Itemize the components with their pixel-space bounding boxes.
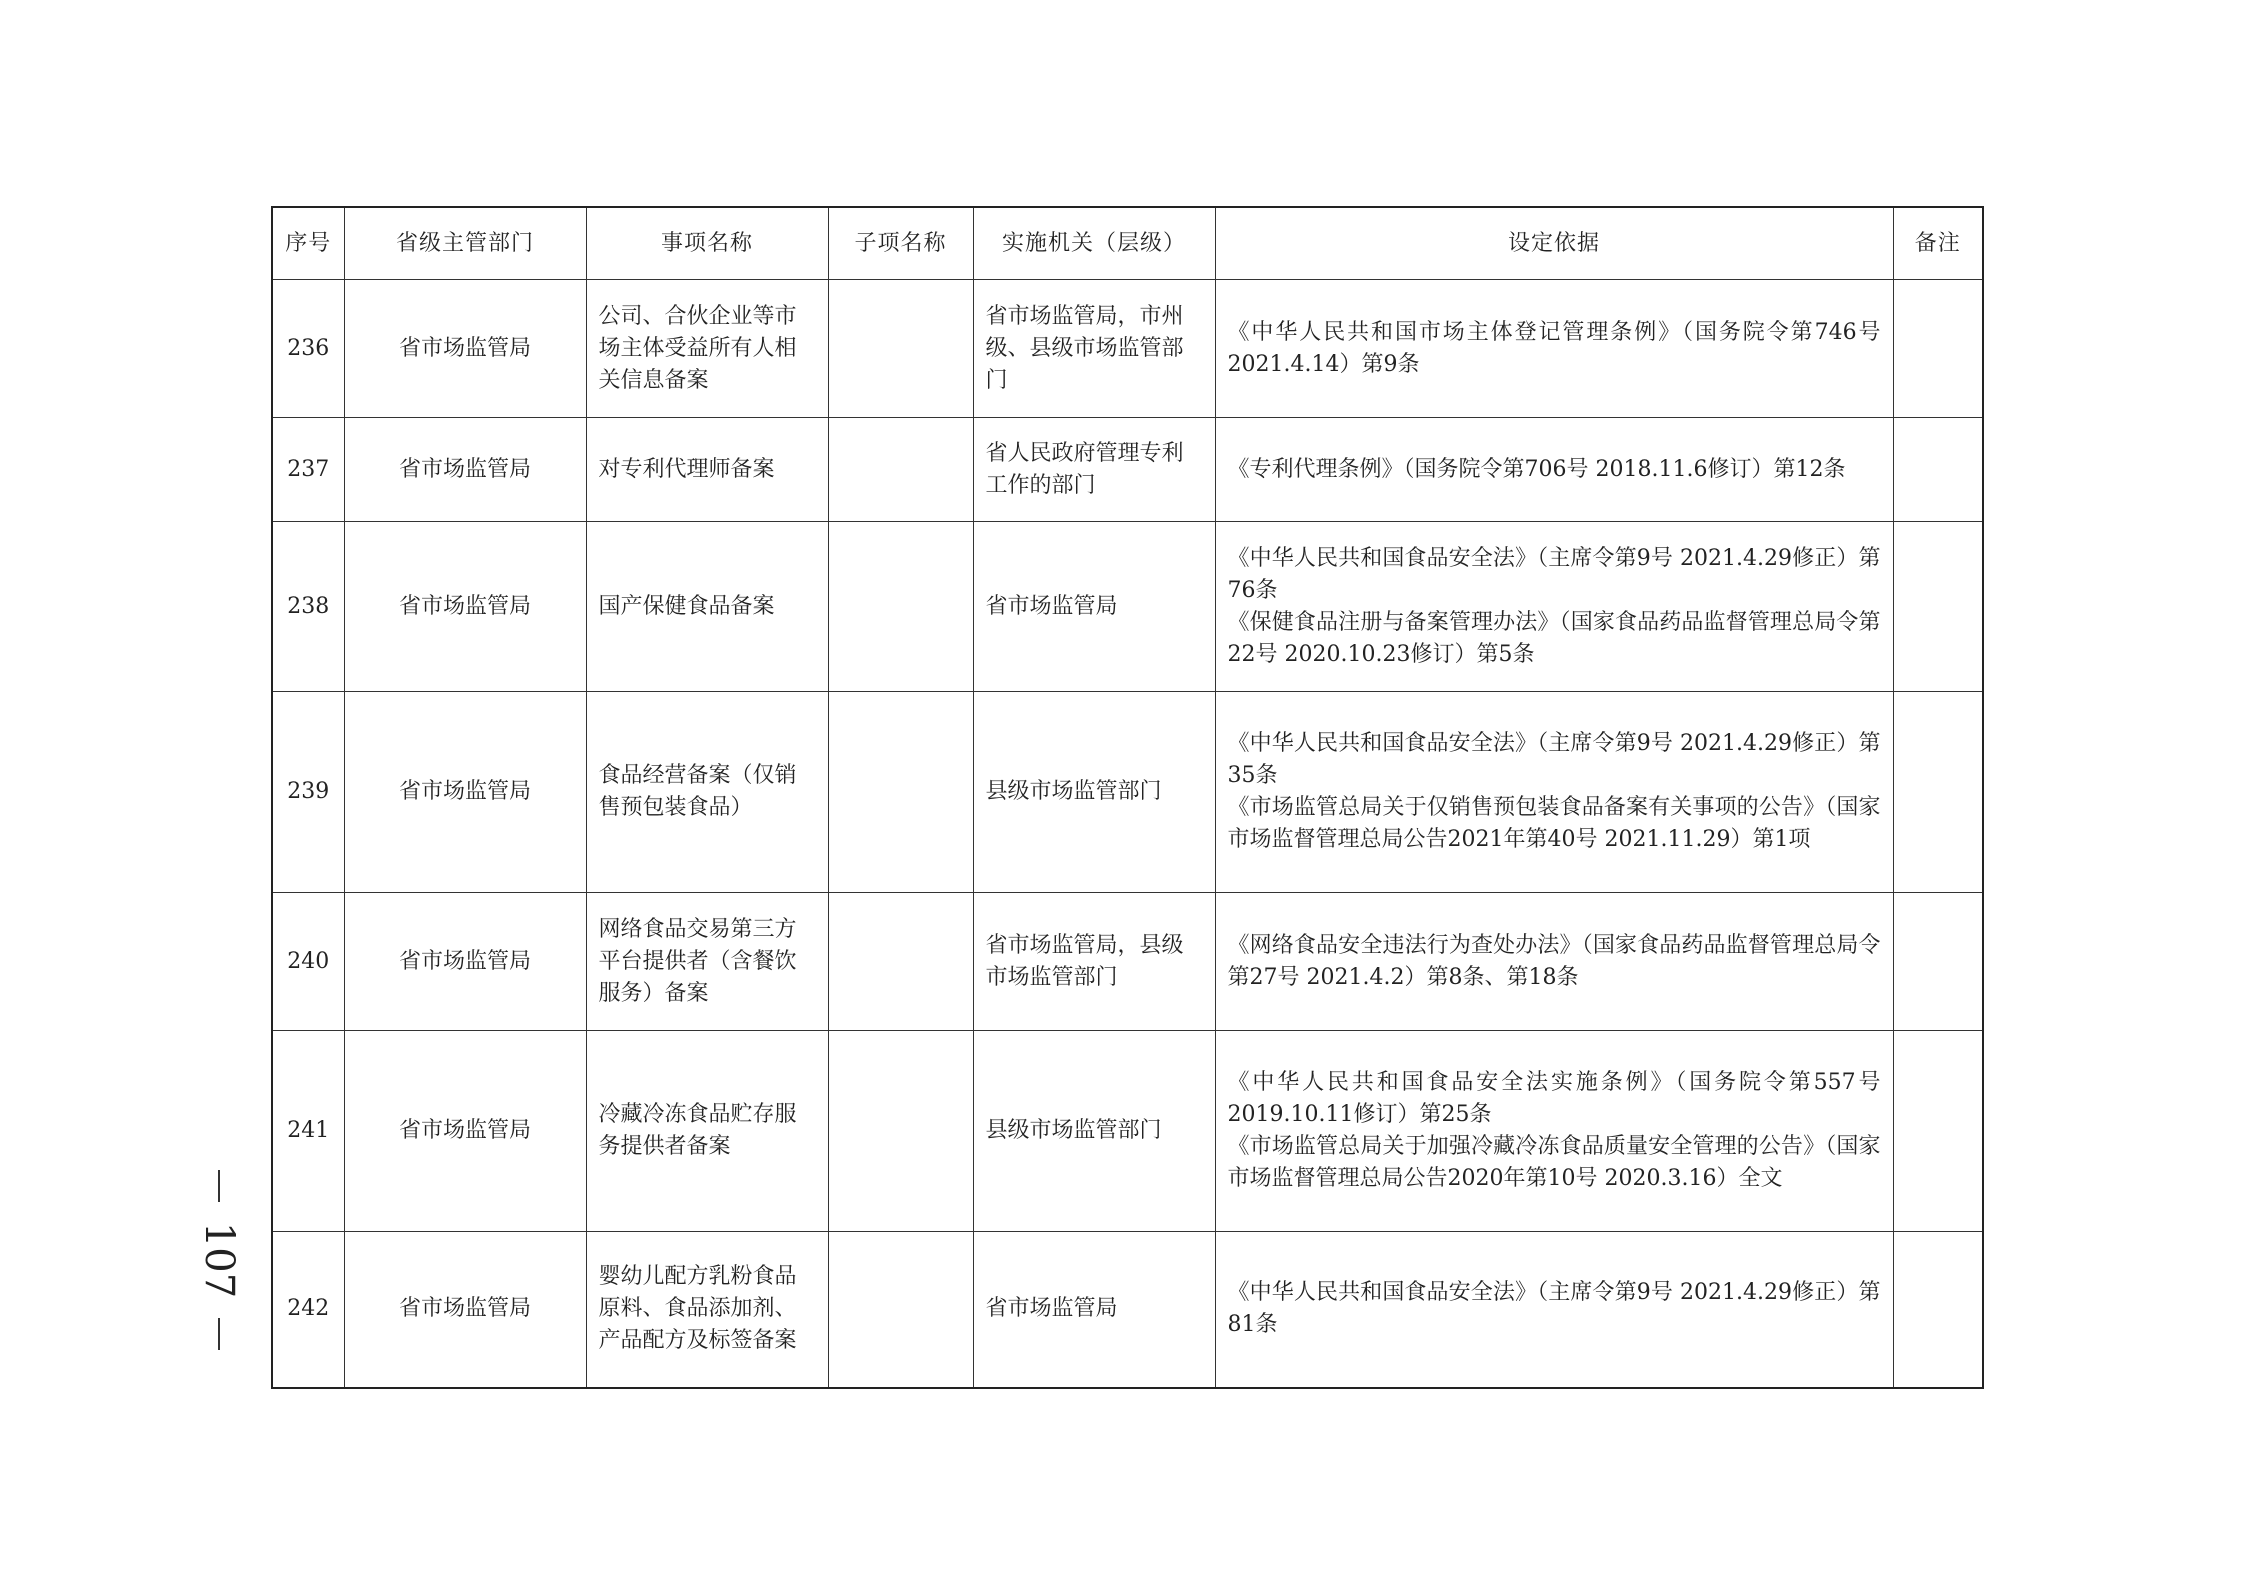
basis-line: 《市场监管总局关于加强冷藏冷冻食品质量安全管理的公告》（国家市场监督管理总局公告2020年第10号 2020.3.16）全文 [1227, 1134, 1881, 1191]
basis-cell [1215, 418, 1893, 522]
item-name-cell: 冷藏冷冻食品贮存服务提供者备案 [586, 1031, 828, 1232]
table-row [272, 692, 1983, 893]
note-cell [1893, 1232, 1983, 1388]
row-number: 240 [272, 893, 344, 1031]
table-row [272, 1031, 1983, 1232]
page-number-text: 107 [196, 1221, 243, 1299]
page-number-dash [218, 1318, 220, 1350]
basis-line: 《保健食品注册与备案管理办法》（国家食品药品监督管理总局令第22号 2020.10.23修订）第5条 [1227, 609, 1881, 667]
table-row [272, 1232, 1983, 1388]
header-cell: 备注 [1893, 207, 1983, 280]
note-cell [1893, 692, 1983, 893]
basis-cell [1215, 893, 1893, 1031]
basis-line: 《中华人民共和国市场主体登记管理条例》（国务院令第746号 2021.4.14）第9条 [1227, 319, 1881, 377]
subitem-cell [828, 522, 973, 692]
department-cell: 省市场监管局 [344, 1232, 586, 1388]
header-cell: 子项名称 [828, 207, 973, 280]
table-row [272, 893, 1983, 1031]
basis-line: 《中华人民共和国食品安全法》（主席令第9号 2021.4.29修正）第76条 [1227, 545, 1881, 603]
basis-cell [1215, 522, 1893, 692]
item-name-cell: 对专利代理师备案 [586, 418, 828, 522]
basis-cell [1215, 692, 1893, 893]
agency-cell: 县级市场监管部门 [973, 1031, 1215, 1232]
row-number: 239 [272, 692, 344, 893]
note-cell [1893, 418, 1983, 522]
header-cell: 事项名称 [586, 207, 828, 280]
subitem-cell [828, 1232, 973, 1388]
subitem-cell [828, 692, 973, 893]
table-header-row [272, 207, 1983, 280]
table-row [272, 522, 1983, 692]
agency-cell: 省市场监管局 [973, 522, 1215, 692]
note-cell [1893, 280, 1983, 418]
header-cell: 设定依据 [1215, 207, 1893, 280]
department-cell: 省市场监管局 [344, 418, 586, 522]
items-table [271, 206, 1984, 1389]
subitem-cell [828, 893, 973, 1031]
note-cell [1893, 1031, 1983, 1232]
basis-cell [1215, 1232, 1893, 1388]
subitem-cell [828, 280, 973, 418]
row-number: 236 [272, 280, 344, 418]
agency-cell: 省人民政府管理专利工作的部门 [973, 418, 1215, 522]
basis-line: 《中华人民共和国食品安全法》（主席令第9号 2021.4.29修正）第81条 [1227, 1280, 1881, 1338]
basis-line: 《网络食品安全违法行为查处办法》（国家食品药品监督管理总局令第27号 2021.4.2）第8条、第18条 [1227, 932, 1881, 990]
table-row [272, 280, 1983, 418]
header-cell: 省级主管部门 [344, 207, 586, 280]
department-cell: 省市场监管局 [344, 522, 586, 692]
basis-line: 《中华人民共和国食品安全法》（主席令第9号 2021.4.29修正）第35条 [1227, 731, 1881, 788]
basis-cell [1215, 280, 1893, 418]
header-cell: 实施机关（层级） [973, 207, 1215, 280]
basis-line: 《中华人民共和国食品安全法实施条例》（国务院令第557号 2019.10.11修订）第25条 [1227, 1070, 1881, 1127]
row-number: 242 [272, 1232, 344, 1388]
basis-line: 《专利代理条例》（国务院令第706号 2018.11.6修订）第12条 [1227, 456, 1846, 482]
page-number [194, 1170, 244, 1350]
header-cell: 序号 [272, 207, 344, 280]
item-name-cell: 婴幼儿配方乳粉食品原料、食品添加剂、产品配方及标签备案 [586, 1232, 828, 1388]
department-cell: 省市场监管局 [344, 692, 586, 893]
agency-cell: 县级市场监管部门 [973, 692, 1215, 893]
note-cell [1893, 893, 1983, 1031]
table-row [272, 418, 1983, 522]
agency-cell: 省市场监管局，县级市场监管部门 [973, 893, 1215, 1031]
subitem-cell [828, 418, 973, 522]
item-name-cell: 网络食品交易第三方平台提供者（含餐饮服务）备案 [586, 893, 828, 1031]
agency-cell: 省市场监管局，市州级、县级市场监管部门 [973, 280, 1215, 418]
basis-cell [1215, 1031, 1893, 1232]
item-name-cell: 公司、合伙企业等市场主体受益所有人相关信息备案 [586, 280, 828, 418]
item-name-cell: 国产保健食品备案 [586, 522, 828, 692]
item-name-cell: 食品经营备案（仅销售预包装食品） [586, 692, 828, 893]
note-cell [1893, 522, 1983, 692]
agency-cell: 省市场监管局 [973, 1232, 1215, 1388]
department-cell: 省市场监管局 [344, 893, 586, 1031]
row-number: 241 [272, 1031, 344, 1232]
department-cell: 省市场监管局 [344, 1031, 586, 1232]
subitem-cell [828, 1031, 973, 1232]
row-number: 238 [272, 522, 344, 692]
basis-line: 《市场监管总局关于仅销售预包装食品备案有关事项的公告》（国家市场监督管理总局公告2021年第40号 2021.11.29）第1项 [1227, 795, 1881, 852]
page-number-dash [218, 1170, 220, 1202]
department-cell: 省市场监管局 [344, 280, 586, 418]
row-number: 237 [272, 418, 344, 522]
